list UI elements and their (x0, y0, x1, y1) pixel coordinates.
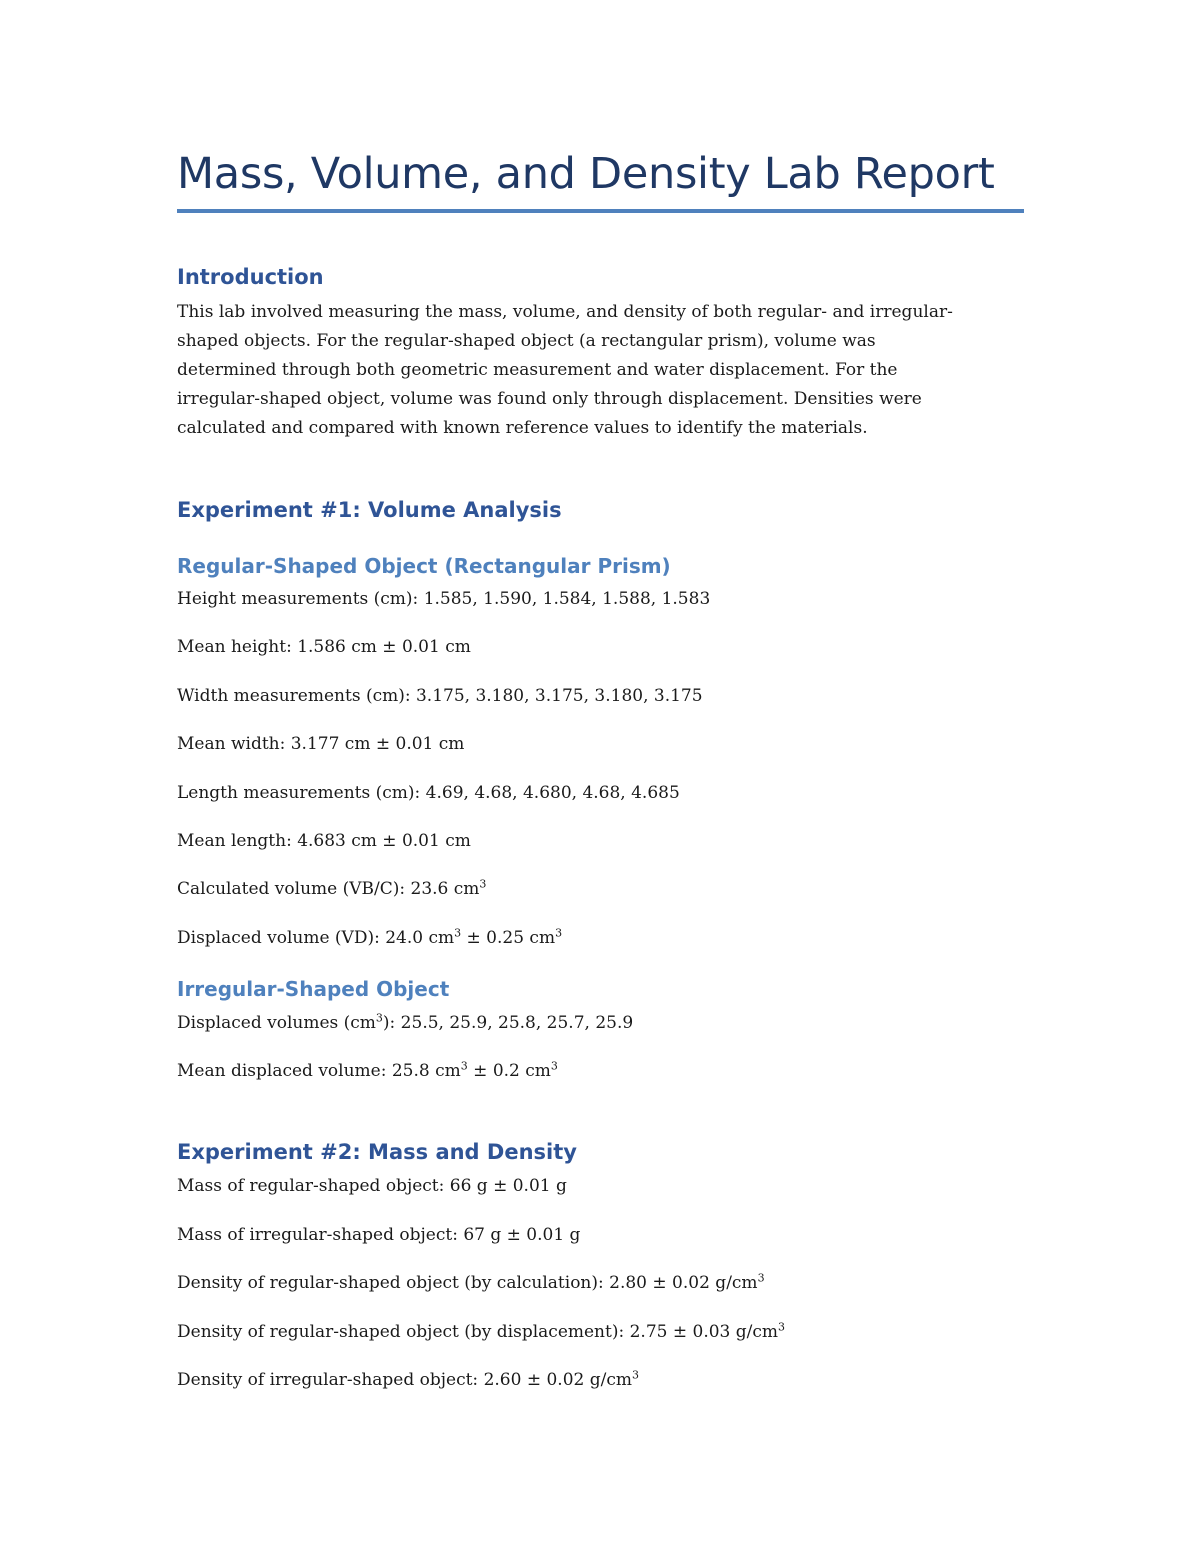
density-regular-displacement (177, 1319, 785, 1345)
density-regular-calculation (177, 1270, 765, 1296)
introduction-line: determined through both geometric measurement and water displacement. For the (177, 360, 898, 380)
mean-height: Mean height: 1.586 cm ± 0.01 cm (177, 637, 471, 657)
mean-length: Mean length: 4.683 cm ± 0.01 cm (177, 831, 471, 851)
density-regular-displacement-text: Density of regular-shaped object (by displacement): 2.75 ± 0.03 g/cm (177, 1322, 779, 1342)
displaced-volume-text: Displaced volume (VD): 24.0 cm (177, 928, 455, 948)
superscript: 3 (778, 1320, 786, 1334)
superscript: 3 (631, 1368, 639, 1382)
displaced-volumes-values: ): 25.5, 25.9, 25.8, 25.7, 25.9 (382, 1013, 634, 1033)
superscript: 3 (555, 926, 563, 940)
irregular-object-heading: Irregular-Shaped Object (177, 977, 450, 1001)
displaced-volumes (177, 1010, 633, 1036)
displaced-volume (177, 925, 562, 951)
title-underline (177, 209, 1024, 213)
superscript: 3 (375, 1011, 383, 1025)
mean-displaced-volume-text: Mean displaced volume: 25.8 cm (177, 1061, 461, 1081)
introduction-line: This lab involved measuring the mass, volume, and density of both regular- and irregular- (177, 302, 953, 322)
document-title: Mass, Volume, and Density Lab Report (177, 149, 995, 199)
introduction-line: calculated and compared with known reference values to identify the materials. (177, 418, 868, 438)
introduction-heading: Introduction (177, 265, 324, 289)
calculated-volume (177, 876, 486, 902)
mass-regular: Mass of regular-shaped object: 66 g ± 0.01 g (177, 1176, 567, 1196)
superscript: 3 (757, 1271, 765, 1285)
experiment2-heading: Experiment #2: Mass and Density (177, 1140, 577, 1164)
density-irregular-text: Density of irregular-shaped object: 2.60 ± 0.02 g/cm (177, 1370, 632, 1390)
displaced-volumes-prefix: Displaced volumes (cm (177, 1013, 376, 1033)
introduction-line: shaped objects. For the regular-shaped object (a rectangular prism), volume was (177, 331, 876, 351)
regular-object-heading: Regular-Shaped Object (Rectangular Prism) (177, 554, 671, 578)
introduction-paragraph (177, 298, 1017, 443)
superscript: 3 (550, 1059, 558, 1073)
height-measurements: Height measurements (cm): 1.585, 1.590, 1.584, 1.588, 1.583 (177, 589, 711, 609)
displaced-volume-uncertainty: ± 0.25 cm (461, 928, 556, 948)
mean-displaced-volume (177, 1058, 558, 1084)
density-regular-calculation-text: Density of regular-shaped object (by calculation): 2.80 ± 0.02 g/cm (177, 1273, 758, 1293)
experiment1-heading: Experiment #1: Volume Analysis (177, 498, 562, 522)
mass-irregular: Mass of irregular-shaped object: 67 g ± 0.01 g (177, 1225, 581, 1245)
width-measurements: Width measurements (cm): 3.175, 3.180, 3.175, 3.180, 3.175 (177, 686, 703, 706)
superscript: 3 (454, 926, 462, 940)
mean-displaced-volume-uncertainty: ± 0.2 cm (467, 1061, 551, 1081)
introduction-line: irregular-shaped object, volume was found only through displacement. Densities were (177, 389, 922, 409)
density-irregular (177, 1367, 639, 1393)
superscript: 3 (479, 877, 487, 891)
mean-width: Mean width: 3.177 cm ± 0.01 cm (177, 734, 465, 754)
superscript: 3 (460, 1059, 468, 1073)
length-measurements: Length measurements (cm): 4.69, 4.68, 4.680, 4.68, 4.685 (177, 783, 680, 803)
calculated-volume-text: Calculated volume (VB/C): 23.6 cm (177, 879, 480, 899)
